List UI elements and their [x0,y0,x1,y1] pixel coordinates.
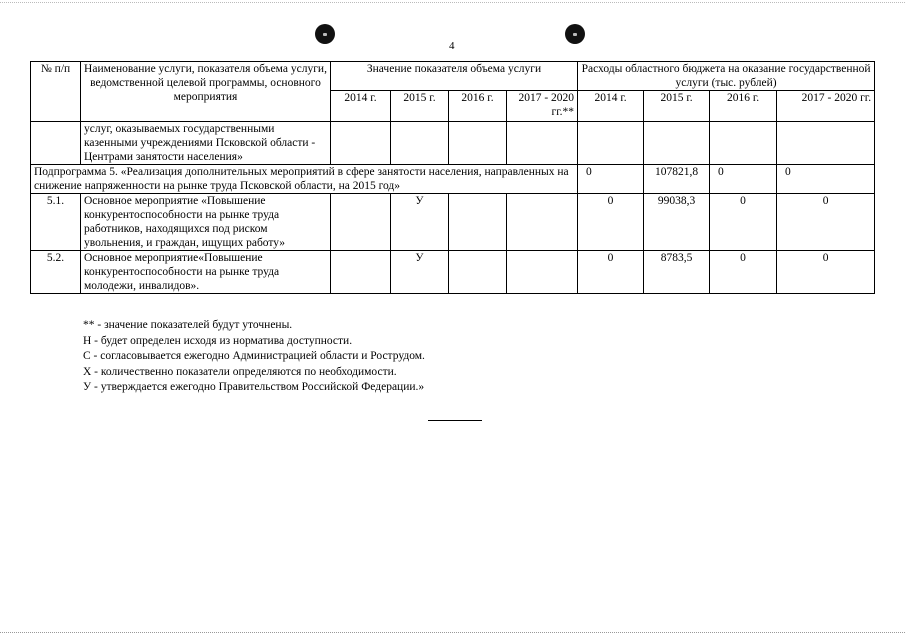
value-cell [449,251,507,294]
value-cell [331,122,391,165]
expense-cell: 107821,8 [644,165,710,194]
header-expense-year-2016: 2016 г. [710,91,777,122]
expense-cell: 0 [578,165,644,194]
note-line: Н - будет определен исходя из норматива доступности. [83,334,353,347]
subprogram-row [31,165,875,194]
expense-cell: 0 [710,194,777,251]
header-year-2017-2020: 2017 - 2020 гг.** [507,91,578,122]
expense-cell: 0 [578,251,644,294]
note-line: Х - количественно показатели определяются по необходимости. [83,365,397,378]
header-num: № п/п [31,62,81,122]
table-row [31,251,875,294]
row-num: 5.2. [31,251,81,294]
notes-section [83,318,425,396]
expense-cell [777,122,875,165]
value-cell [507,122,578,165]
note-line: У - утверждается ежегодно Правительством Российской Федерации.» [83,381,425,394]
header-expense-year-2017-2020: 2017 - 2020 гг. [777,91,875,122]
table-header-row [31,62,875,91]
row-name: услуг, оказываемых государственными казенными учреждениями Псковской области - Центрами занятости населения» [81,122,331,165]
expense-cell [644,122,710,165]
value-cell [449,122,507,165]
note-line: ** - значение показателей будут уточнены. [83,319,293,331]
row-name: Основное мероприятие«Повышение конкурентоспособности на рынке труда молодежи, инвалидов». [81,251,331,294]
expense-cell: 0 [777,165,875,194]
header-year-2015: 2015 г. [391,91,449,122]
subprogram-title: Подпрограмма 5. «Реализация дополнительных мероприятий в сфере занятости населения, направленных на снижение напряженности на рынке труда Псковской области, на 2015 год» [31,165,578,194]
expense-cell: 0 [710,251,777,294]
expense-cell [578,122,644,165]
header-year-2016: 2016 г. [449,91,507,122]
punch-hole-left-icon [315,24,335,44]
value-cell [391,122,449,165]
services-table [30,61,875,294]
table-row [31,122,875,165]
header-name: Наименование услуги, показателя объема услуги, ведомственной целевой программы, основного мероприятия [81,62,331,122]
row-num: 5.1. [31,194,81,251]
value-cell: У [391,194,449,251]
expense-cell: 0 [777,194,875,251]
expense-cell: 99038,3 [644,194,710,251]
expense-cell: 0 [710,165,777,194]
header-expense-year-2015: 2015 г. [644,91,710,122]
value-cell [331,251,391,294]
header-value-group: Значение показателя объема услуги [331,62,578,91]
header-expense-group: Расходы областного бюджета на оказание государственной услуги (тыс. рублей) [578,62,875,91]
value-cell [507,251,578,294]
value-cell [507,194,578,251]
expense-cell: 0 [777,251,875,294]
end-divider [428,420,482,421]
page-number: 4 [449,40,455,52]
value-cell [449,194,507,251]
header-year-2014: 2014 г. [331,91,391,122]
value-cell: У [391,251,449,294]
scan-edge-top [0,2,905,3]
row-name: Основное мероприятие «Повышение конкурентоспособности на рынке труда работников, находящихся под риском увольнения, и граждан, ищущих работу» [81,194,331,251]
table-row [31,194,875,251]
note-line: С - согласовывается ежегодно Администрацией области и Рострудом. [83,350,425,363]
punch-hole-right-icon [565,24,585,44]
row-num [31,122,81,165]
expense-cell: 0 [578,194,644,251]
expense-cell [710,122,777,165]
header-expense-year-2014: 2014 г. [578,91,644,122]
value-cell [331,194,391,251]
expense-cell: 8783,5 [644,251,710,294]
scan-edge-bottom [0,632,905,633]
